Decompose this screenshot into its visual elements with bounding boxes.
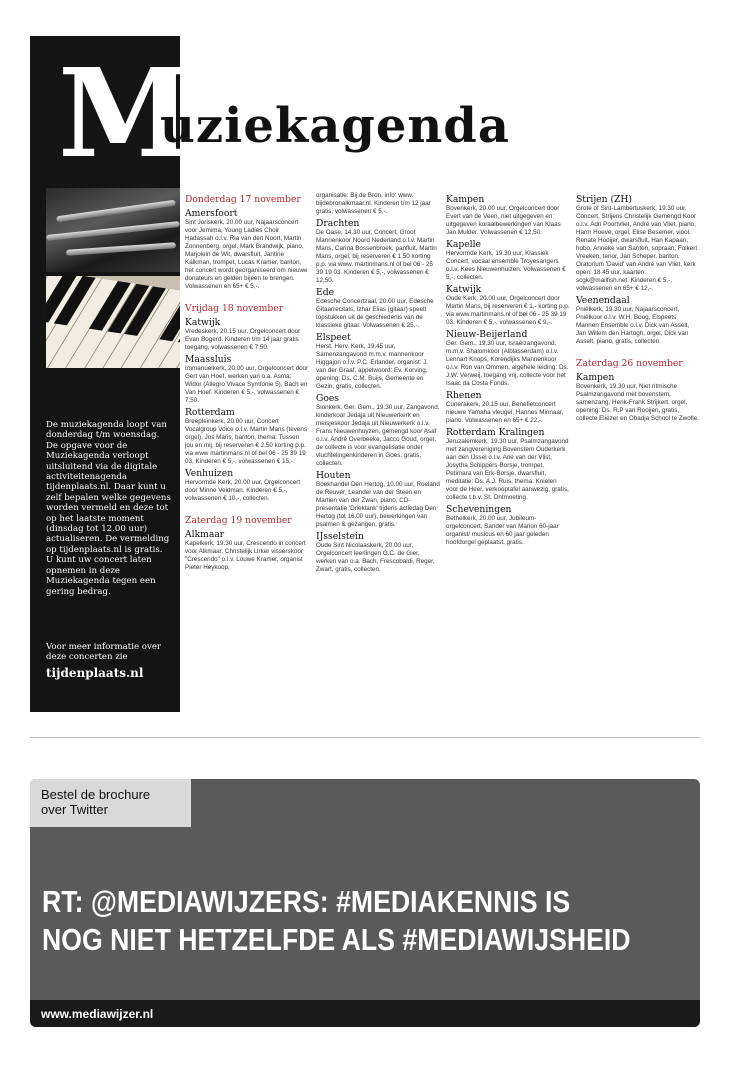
city-heading: Rotterdam: [185, 407, 235, 418]
city-heading: Kampen: [576, 372, 615, 383]
city-heading: Drachten: [316, 218, 360, 229]
concert-entry: Herst. Herv. Kerk, 19.45 uur, Samenzangavond m.m.v. mannenkoor Higgajon o.l.v. P.C. Erlander, organist: J. van der Graaf, appelwoord: Ev. Korving, opening: Ds. C.M. Buijs, Gemeente en Gezin, gratis, collecten.: [316, 343, 429, 390]
city-heading: Strijen (ZH): [576, 194, 633, 205]
title-initial: M: [58, 41, 190, 185]
concert-entry: Sint Joriskerk, 20.00 uur, Najaarsconcert voor Jemima, Young Ladies Choir Hadassah o.l.v. Ria van den Noort, Martin Zonnenberg, orgel, Mark Brandwijk, piano, Marjolein de Wit, dwarsfluit, Jantine Kalkman, trompet, Lucas Kramer, bariton, het concert wordt georganiseerd om nieuwe donateurs en gelden bijeen te brengen. Volwassenen en 65+ € 5,-.: [185, 219, 308, 290]
piano-keys-photo: [46, 276, 180, 368]
brochure-label: [30, 779, 191, 827]
mediawijzer-ad[interactable]: [30, 779, 700, 1027]
concert-entry: Bovenkerk, 20.00 uur, Orgelconcert door Evert van de Veen, niet uitgegeven en uitgegeven koraalbewerkingen van Klaas Jan Mulder. Volwassenen € 12,50.: [446, 205, 561, 236]
concert-entry: Edesche Concertzaal, 20.00 uur, Edesche Gitaarrecitals, Izhar Elias (gitaar) speelt topstukken uit de geschiedenis van de klassieke gitaar. Volwassenen € 25,-.: [316, 298, 434, 329]
concert-entry: Breepleinkerk, 20.00 uur, Concert Vocalgroup Voice o.l.v. Martin Mans (tevens orgel), Jos Maris, bariton, thema: Tussen jou en mij, bij reserveren € 2,50 korting p.p. via www martinmans.nl of bel 06 - 25 39 19 03. Kinderen € 5,-, volwassenen € 15,-.: [185, 418, 308, 465]
concert-entry: Oude Sint Nicolaaskerk, 20.00 uur, Orgelconcert leerlingen G.C. de Gier, werken van o.a. Bach, Frescobaldi, Reger, Zwart, gratis, collecten.: [316, 542, 435, 573]
concert-entry: organisatie: Bij de Bron, info: www. bijdebronalkmaar.nl. Kinderen t/m 12 jaar gratis, volwassenen € 5,-.: [316, 192, 431, 215]
city-heading: Houten: [316, 470, 351, 481]
city-heading: Nieuw-Beijerland: [446, 329, 528, 340]
city-heading: Alkmaar: [185, 529, 225, 540]
day-heading: Zaterdag 19 november: [185, 515, 292, 526]
concert-entry: Hervormde Kerk, 19.30 uur, Klassiek Concert, vocaal ensemble Troyesangers o.l.v. Kees Nieuwenhuizen. Volwassenen € 5,-, collecten.: [446, 250, 566, 281]
clarinet-photo: [46, 188, 180, 272]
ad-url[interactable]: www.mediawijzer.nl: [30, 1000, 700, 1027]
brochure-line-1: Bestel de brochure: [41, 787, 151, 802]
agenda-column-4: [576, 192, 700, 426]
concert-entry: Cunerakerk, 20.15 uur, Benefietconcert nieuwe Yamaha vleugel, Hannes Minnaar, piano. Volwassenen en 65+ € 22,-.: [446, 401, 564, 424]
brochure-line-2: over Twitter: [41, 802, 108, 817]
agenda-column-1: [185, 192, 309, 575]
day-heading: Zaterdag 26 november: [576, 358, 683, 369]
city-heading: Kampen: [446, 194, 485, 205]
concert-entry: Jeruzalemkerk, 19.30 uur, Psalmzangavond met zangvereniging Bovenstem Ouderkerk aan den IJssel o.l.v. Arie van der Vlist, Josytha Schippers-Borsje, trompet, Petimara van Erk-Borsje, dwarsfluit, meditatie: Ds. A.J. Ruis, thema: Knielen voor de Heer, verkooptafel aanwezig, gratis, collecte t.b.v. St. Ontmoeting.: [446, 438, 569, 501]
city-heading: Katwijk: [185, 317, 221, 328]
headline-line-2: NOG NIET HETZELFDE ALS #MEDIAWIJSHEID: [42, 922, 631, 957]
city-heading: Scheveningen: [446, 504, 512, 515]
concert-entry: Immanuelkerk, 20.00 uur, Orgelconcert door Gert van Hoef, werken van o.a. Asma; Widor (Allegro Vivace Symfonie 5), Bach en Van Hoef. Kinderen € 5,-, volwassenen € 7,50.: [185, 365, 309, 404]
concert-entry: Grote of Sint-Lambertuskerk, 19.30 uur, Concert, Strijens Christelijk Gemengd Koor o.l.v. Adri Poortvliet, André van Vliet, piano, Harm Hoeve, orgel, Elise Besemer, viool, Renate Hooijer, dwarsfluit, Han Kapaan, hobo, Anneke van Santen, sopraan, Folkert Vreeken, tenor, Jan Scheper, bariton, Oratorium 'David' van André van Vliet, kerk open: 18.45 uur, kaarten: scgk@mailfish.net. Kinderen € 5,-, volwassenen en 65+ € 12,-.: [576, 205, 698, 292]
concert-entry: Bovenkerk, 19.30 uur, Niet ritmische Psalmzangavond met bovenstem, samenzang, Henk-Frank Strijkert, orgel, opening: Ds. R.P van Rooijen, gratis, collecte Eliëzer en Obadja School te Zwolle.: [576, 383, 699, 422]
sidebar-info-text: De muziekagenda loopt van donderdag t/m woensdag. De opgave voor de Muziekagenda verloopt uitsluitend via de digitale activiteitenagenda tijdenplaats.nl. Daar kunt u zelf bepalen welke gegevens worden vermeld en deze tot op het laatste moment (dinsdag tot 12.00 uur) actualiseren. De vermelding op tijdenplaats.nl is gratis. U kunt uw concert laten opnemen in deze Muziekagenda tegen een gering bedrag.: [46, 420, 171, 597]
day-heading: Donderdag 17 november: [185, 194, 301, 205]
city-heading: Elspeet: [316, 332, 351, 343]
ad-headline: [42, 883, 631, 959]
city-heading: Rotterdam Kralingen: [446, 427, 545, 438]
day-heading: Vrijdag 18 november: [185, 303, 284, 314]
page-title: uziekagenda: [160, 98, 510, 154]
agenda-column-3: [446, 192, 570, 550]
tijdenplaats-link[interactable]: tijdenplaats.nl: [46, 666, 144, 680]
city-heading: Rhenen: [446, 390, 482, 401]
city-heading: Katwijk: [446, 284, 482, 295]
city-heading: Goes: [316, 393, 340, 404]
concert-entry: Hervormde Kerk, 20.00 uur, Orgelconcert door Minne Veldman. Kinderen € 5,-, volwassenen € 10,-, collecten.: [185, 479, 301, 502]
city-heading: IJsselstein: [316, 531, 364, 542]
sidebar-more-info: Voor meer informatie over deze concerten zie: [46, 642, 162, 663]
concert-entry: Oude Kerk, 20.00 uur, Orgelconcert door Martin Mans, bij reserveren € 1,- korting p.p. via www.martinmans.nl of bel 06 - 25 39 19 03. Kinderen € 5,-, volwassenen € 9,-.: [446, 295, 570, 326]
concert-entry: Sionkerk, Ger. Gem., 19.30 uur, Zangavond, kinderkoor Jedaja uit Nieuwerkerk en meisjeskoor Jedaja uit Nieuwerkerk o.l.v. Frans Nieuwenhuyzen, gemengd koor Asaf o.l.v. André Overbeeke, Jacco Goud, orgel, de collecte is voor evangelisatie onder vluchtelingenkinderen in Goes, gratis, collecten.: [316, 404, 440, 467]
city-heading: Amersfoort: [185, 208, 238, 219]
agenda-column-2: [316, 192, 440, 577]
city-heading: Maassluis: [185, 354, 232, 365]
city-heading: Venhuizen: [185, 468, 234, 479]
section-divider: [30, 737, 700, 738]
city-heading: Veenendaal: [576, 295, 630, 306]
headline-line-1: RT: @MEDIAWIJZERS: #MEDIAKENNIS IS: [42, 884, 571, 919]
city-heading: Ede: [316, 287, 335, 298]
city-heading: Kapelle: [446, 239, 481, 250]
concert-entry: Vredeskerk, 20.15 uur, Orgelconcert door Evan Bogerd. Kinderen t/m 14 jaar gratis toegang, volwassenen € 7,50.: [185, 328, 301, 351]
concert-entry: Boekhandel Den Hertog, 10.00 uur, Roeland de Reuver, Leander van der Steen en Martien van der Zwan, piano, CD-presentatie 'Drieklank' tijdens actiedag Den Hertog (tot 16.00 uur), bewerkingen van psalmen & gezangen, gratis.: [316, 481, 440, 528]
concert-entry: Pniëlkerk, 19.30 uur, Najaarsconcert, Pniëlkoor o.l.v. W.H. Boog, Elspeets Mannen Ensemble o.l.v. Dick van Asselt, Jan Willem den Hartogh, orgel, Dick van Asselt, piano, gratis, collecten.: [576, 306, 690, 345]
concert-entry: Ger. Gem., 19.30 uur, Israëlzangavond, m.m.v. Shalomkoor (Alblasserdam) o.l.v. Lennart Knops, Korendijks Mannenkoor o.l.v. Ron van Ommen, algehele leiding: Ds. J.W. Verweij, toegang vrij, collecte voor het Isaac da Costa Fonds.: [446, 340, 569, 387]
concert-entry: Kapelkerk, 19.30 uur, Crescendo in concert voor Alkmaar, Christelijk Urker visserskoor "Crescendo" o.l.v. Louwe Kramer, organist Pieter Heykoop,: [185, 540, 306, 571]
concert-entry: De Oase, 14.30 uur, Concert, Groot Mannenkoor Noord Nederland o.l.v. Martin Mans, Carina Bossenbroek, panfluit, Martin Mans, orgel, bij reserveren € 1,50 korting p.p. via www. martinmans.nl of bel 06 - 25 39 19 03. Kinderen € 5,-, volwassenen € 12,50.: [316, 229, 437, 284]
concert-entry: Bethelkerk, 20.00 uur, Jubileum-orgelconcert, Sander van Marion 60-jaar organist/ musicus en 60 jaar geleden hoofdorgel geplaatst, gratis.: [446, 515, 559, 546]
